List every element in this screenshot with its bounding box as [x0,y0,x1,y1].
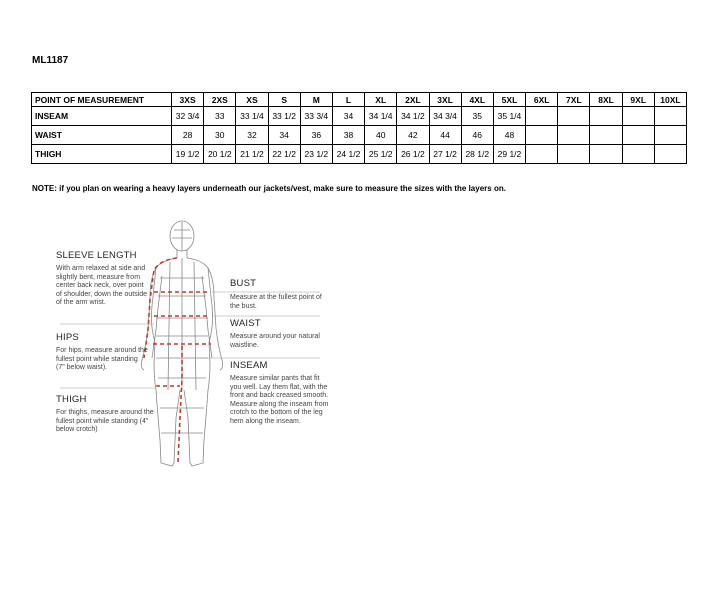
table-cell: 28 [172,126,204,145]
header-point-of-measurement: POINT OF MEASUREMENT [32,93,172,107]
row-label: THIGH [32,145,172,164]
table-cell [622,145,654,164]
sleeve-length-text: With arm relaxed at side and slightly bent, measure from center back neck, over point of shoulder, down the outside of the arm wrist. [56,265,148,306]
table-cell [622,126,654,145]
table-cell: 32 [236,126,268,145]
table-cell [590,126,622,145]
size-header: XL [365,93,397,107]
table-cell [654,145,686,164]
layering-note: NOTE: if you plan on wearing a heavy layers underneath our jackets/vest, make sure to measure the sizes with the layers on. [32,184,506,193]
table-row [32,145,687,164]
bust-title: BUST [230,278,257,289]
thigh-annotation [56,394,166,435]
table-cell: 22 1/2 [268,145,300,164]
size-header: 5XL [493,93,525,107]
row-label: WAIST [32,126,172,145]
table-cell: 30 [204,126,236,145]
hips-text: For hips, measure around the fullest point while standing (7" below waist). [56,347,148,371]
row-label: INSEAM [32,107,172,126]
size-chart-table [31,92,687,164]
table-cell: 26 1/2 [397,145,429,164]
table-cell: 24 1/2 [332,145,364,164]
table-cell [558,126,590,145]
table-cell: 44 [429,126,461,145]
table-cell: 36 [300,126,332,145]
size-header: XS [236,93,268,107]
table-cell [526,126,558,145]
size-header: 3XL [429,93,461,107]
table-cell: 35 [461,107,493,126]
size-header: L [332,93,364,107]
size-header: 2XS [204,93,236,107]
table-cell: 19 1/2 [172,145,204,164]
bust-text: Measure at the fullest point of the bust. [230,294,322,310]
table-cell: 40 [365,126,397,145]
table-cell: 34 [332,107,364,126]
inseam-annotation [230,360,330,426]
table-header-row [32,93,687,107]
table-cell: 23 1/2 [300,145,332,164]
size-header: 3XS [172,93,204,107]
table-cell: 42 [397,126,429,145]
thigh-title: THIGH [56,394,87,405]
size-header: 8XL [590,93,622,107]
table-cell: 34 1/2 [397,107,429,126]
table-cell [654,107,686,126]
sleeve-length-annotation [56,250,148,308]
waist-title: WAIST [230,318,261,329]
table-cell [622,107,654,126]
table-cell: 34 [268,126,300,145]
size-header: 7XL [558,93,590,107]
hips-annotation [56,332,148,373]
table-row [32,126,687,145]
table-cell: 38 [332,126,364,145]
table-cell: 28 1/2 [461,145,493,164]
size-header: 2XL [397,93,429,107]
table-cell: 25 1/2 [365,145,397,164]
table-cell: 32 3/4 [172,107,204,126]
table-cell: 34 3/4 [429,107,461,126]
size-header: 6XL [526,93,558,107]
table-cell: 33 1/4 [236,107,268,126]
table-cell [590,107,622,126]
table-cell: 21 1/2 [236,145,268,164]
hips-title: HIPS [56,332,79,343]
waist-text: Measure around your natural waistline. [230,333,320,349]
table-cell: 27 1/2 [429,145,461,164]
table-cell: 20 1/2 [204,145,236,164]
table-cell: 33 1/2 [268,107,300,126]
bust-annotation [230,278,330,311]
table-cell: 46 [461,126,493,145]
table-cell [526,145,558,164]
size-header: 4XL [461,93,493,107]
thigh-text: For thighs, measure around the fullest point while standing (4" below crotch) [56,409,154,433]
table-cell: 33 [204,107,236,126]
table-cell: 34 1/4 [365,107,397,126]
table-cell: 33 3/4 [300,107,332,126]
style-code: ML1187 [32,55,69,66]
table-cell [558,107,590,126]
table-cell: 48 [493,126,525,145]
inseam-title: INSEAM [230,360,268,371]
waist-annotation [230,318,330,350]
measurement-guide [50,218,340,478]
table-cell [590,145,622,164]
table-cell [526,107,558,126]
size-header: M [300,93,332,107]
size-header: 9XL [622,93,654,107]
table-row [32,107,687,126]
table-cell: 29 1/2 [493,145,525,164]
size-header: S [268,93,300,107]
inseam-text: Measure similar pants that fit you well. Lay them flat, with the front and back creased smooth. Measure along the inseam from crotch to the bottom of the leg hem along the inseam. [230,375,329,425]
size-header: 10XL [654,93,686,107]
table-cell: 35 1/4 [493,107,525,126]
table-cell [654,126,686,145]
sleeve-length-title: SLEEVE LENGTH [56,250,137,261]
table-cell [558,145,590,164]
